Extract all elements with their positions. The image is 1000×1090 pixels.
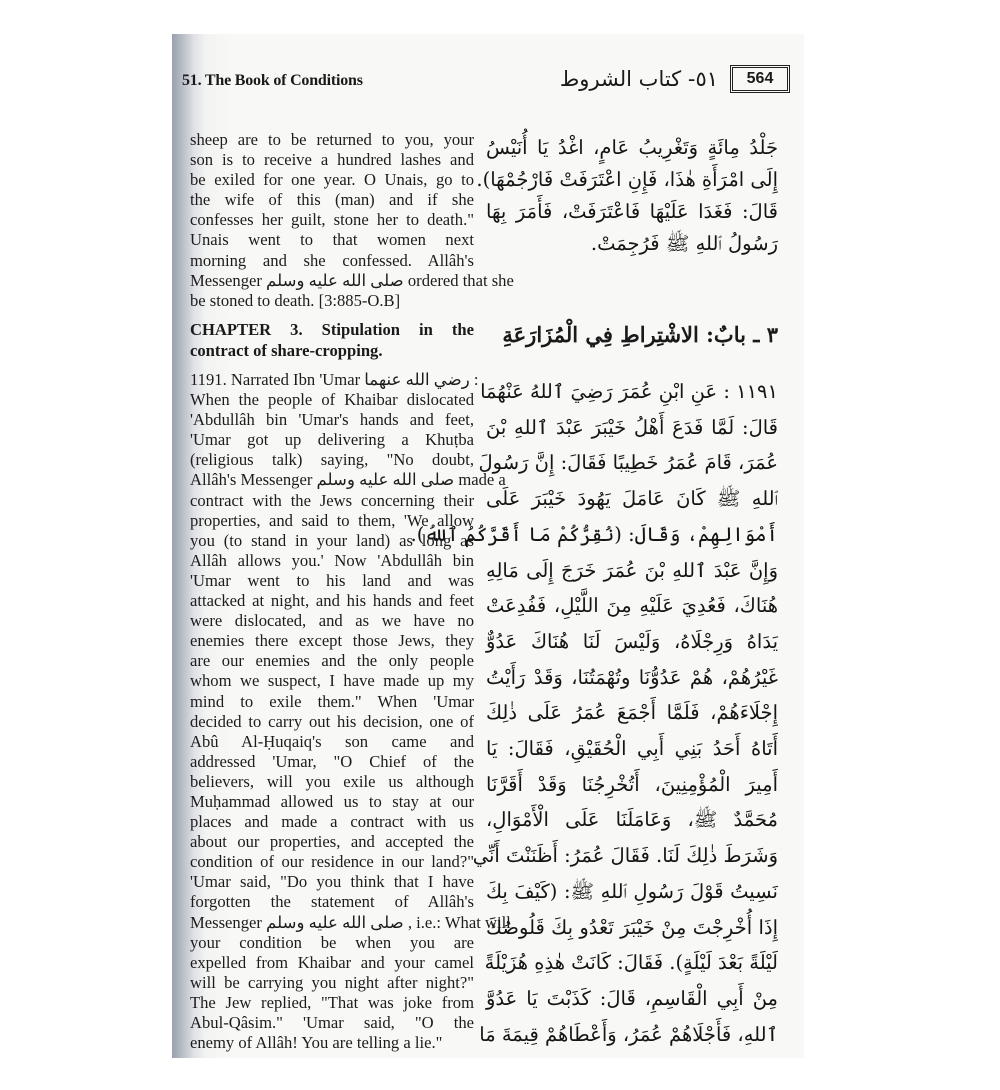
text-line: Abû Al-Ḥuqaiq's son came and (190, 731, 474, 751)
arabic-text-line: نَسِيتُ قَوْلَ رَسُولِ ٱللهِ ﷺ: (كَيْفَ بِكَ (486, 879, 778, 903)
arabic-text-line: أَمْوَالِهِمْ، وَقَالَ: (نُقِرُّكُمْ مَا أَقَرَّكُمُ ٱللهُ). (410, 522, 778, 546)
text-line: condition of our residence in our land?" (190, 852, 474, 872)
arabic-text-line: أَتَاهُ أَحَدُ بَنِي أَبِي الْحُقَيْقِ، فَقَالَ: يَا (486, 737, 778, 761)
text-line: enemy of Allâh! You are telling a lie." (190, 1033, 443, 1053)
arabic-text-line: أَمِيرَ الْمُؤْمِنِينَ، أَتُخْرِجُنَا وَقَدْ أَقَرَّنَا (486, 772, 778, 796)
text-line: enemies there except those Jews, they (190, 631, 474, 651)
chapter-heading-english (190, 319, 474, 361)
text-line: properties, and said to them, 'We allow (190, 510, 474, 530)
text-line: 'Abdullâh bin 'Umar's hands and feet, (190, 410, 474, 430)
arabic-column-hadith (410, 374, 778, 1052)
arabic-text-line: إِذَا أُخْرِجْتَ مِنْ خَيْبَرَ تَعْدُو بِكَ قَلُوصُكَ (486, 915, 778, 939)
text-line: (religious talk) saying, "No doubt, (190, 450, 474, 470)
arabic-text-line: وَشَرَطَ ذٰلِكَ لَنَا. فَقَالَ عُمَرُ: أَظَنَنْتَ أَنِّي (472, 844, 778, 868)
text-line: Muḥammad allowed us to stay at our (190, 791, 474, 811)
arabic-text-line: ١١٩١ : عَنِ ابْنِ عُمَرَ رَضِيَ ٱللهُ عَنْهُمَا (480, 380, 778, 403)
book-page (172, 34, 804, 1058)
text-line: believers, will you exile us although (190, 771, 474, 791)
text-line: Messenger صلى الله عليه وسلم , i.e.: What will (190, 912, 511, 932)
chapter-heading-line: CHAPTER 3. Stipulation in the (190, 320, 474, 339)
text-line: addressed 'Umar, "O Chief of the (190, 751, 474, 771)
arabic-text-line: غَيْرُهُمْ، هُمْ عَدُوُّنَا وتُهْمَتُنَا، وَقَدْ رَأَيْتُ (486, 665, 778, 689)
text-line: the wife of this (man) and if she (190, 190, 474, 210)
text-line: will be carrying you night after night?" (190, 972, 474, 992)
text-line: places and made a contract with us (190, 812, 474, 832)
arabic-text-line: قَالَ: فَغَدَا عَلَيْهَا فَاعْتَرَفَتْ، فَأَمَرَ بِهَا (486, 200, 778, 223)
text-line: son is to receive a hundred lashes and (190, 150, 474, 170)
arabic-text-line: إِلَى امْرَأَةِ هٰذَا، فَإِنِ اعْتَرَفَتْ فَارْجُمْهَا). (476, 168, 778, 191)
text-line: Allâh allows you.' Now 'Abdullâh bin (190, 550, 474, 570)
arabic-text-line: يَدَاهُ وَرِجْلَاهُ، وَلَيْسَ لَنَا هُنَاكَ عَدُوٌّ (486, 629, 778, 653)
text-line: Messenger صلى الله عليه وسلم ordered that she (190, 270, 514, 290)
text-line: confesses her guilt, stone her to death." (190, 210, 474, 230)
english-column-hadith (190, 370, 511, 1053)
text-line: morning and she confessed. Allâh's (190, 250, 474, 270)
arabic-text-line: جَلْدُ مِائَةٍ وَتَغْرِيبُ عَامٍ، اغْدُ يَا أُنَيْسُ (486, 136, 778, 159)
text-line: were dislocated, and as we have no (190, 611, 474, 631)
text-line: are our enemies and the only people (190, 651, 474, 671)
arabic-text-line: ٱللهِ، فَأَجْلَاهُمْ عُمَرُ، وَأَعْطَاهُمْ قِيمَةَ مَا (479, 1022, 778, 1046)
arabic-text-line: ٱللهِ ﷺ كَانَ عَامَلَ يَهُودَ خَيْبَرَ عَلَى (486, 487, 778, 511)
arabic-text-line: مُحَمَّدٌ ﷺ، وَعَامَلَنَا عَلَى الْأَمْوَالِ، (486, 808, 778, 832)
text-line: 'Umar got up delivering a Khuṭba (190, 430, 474, 450)
arabic-text-line: مِنْ أَبِي الْقَاسِمِ، قَالَ: كَذَبْتَ يَا عَدُوَّ (486, 986, 778, 1010)
text-line: 1191. Narrated Ibn 'Umar رضي الله عنهما : (190, 370, 479, 389)
text-line: your condition be when you are (190, 932, 474, 952)
chapter-heading-arabic: ٣ ـ بابٌ: الاشْتِراطِ فِي الْمُزَارَعَةِ (502, 322, 778, 347)
running-title-arabic: ٥١- كتاب الشروط (559, 67, 718, 91)
page-number: 564 (730, 65, 790, 93)
text-line: 'Umar said, "Do you think that I have (190, 872, 474, 892)
text-line: decided to carry out his decision, one of (190, 711, 474, 731)
text-line: The Jew replied, "That was joke from (190, 992, 474, 1012)
running-title-english: 51. The Book of Conditions (182, 72, 363, 89)
text-line: mind to exile them." When 'Umar (190, 691, 474, 711)
arabic-text-line: إِجْلَاءَهُمْ، فَلَمَّا أَجْمَعَ عُمَرُ عَلَى ذٰلِكَ (486, 701, 778, 725)
text-line: Unais went to that women next (190, 230, 474, 250)
text-line: 'Umar went to his land and was (190, 570, 474, 590)
text-line: forgotten the statement of Allâh's (190, 892, 474, 912)
text-line: about our properties, and accepted the (190, 832, 474, 852)
arabic-text-line: عُمَرَ، قَامَ عُمَرُ خَطِيبًا فَقَالَ: إِنَّ رَسُولَ (478, 451, 778, 475)
arabic-text-line: قَالَ: لَمَّا فَدَعَ أَهْلُ خَيْبَرَ عَبْدَ ٱللهِ بْنَ (486, 415, 778, 439)
arabic-text-line: وَإِنَّ عَبْدَ ٱللهِ بْنَ عُمَرَ خَرَجَ إِلَى مَالِهِ (486, 558, 778, 582)
text-line: Allâh's Messenger صلى الله عليه وسلم made a (190, 470, 506, 490)
text-line: When the people of Khaibar dislocated (190, 390, 474, 410)
text-line: contract with the Jews concerning their (190, 490, 474, 510)
arabic-text-line: رَسُولُ ٱللهِ ﷺ فَرُجِمَتْ. (590, 232, 778, 255)
text-line: sheep are to be returned to you, your (190, 130, 474, 149)
text-line: Abul-Qâsim." 'Umar said, "O the (190, 1013, 474, 1032)
text-line: be stoned to death. [3:885-O.B] (190, 290, 401, 310)
english-column-top (190, 130, 514, 311)
arabic-text-line: هُنَاكَ، فَعُدِيَ عَلَيْهِ مِنَ اللَّيْلِ، فَفُدِعَتْ (486, 594, 778, 618)
arabic-column-top (476, 132, 778, 260)
text-line: whom we suspect, I have made up my (190, 671, 474, 691)
text-line: you (to stand in your land) as long as (190, 530, 474, 550)
chapter-heading-line: contract of share-cropping. (190, 341, 383, 360)
text-line: be exiled for one year. O Unais, go to (190, 170, 474, 190)
arabic-text-line: لَيْلَةً بَعْدَ لَيْلَةٍ). فَقَالَ: كَانَتْ هٰذِهِ هُزَيْلَةً (484, 951, 778, 975)
text-line: expelled from Khaibar and your camel (190, 952, 474, 972)
text-line: attacked at night, and his hands and feet (190, 591, 474, 611)
